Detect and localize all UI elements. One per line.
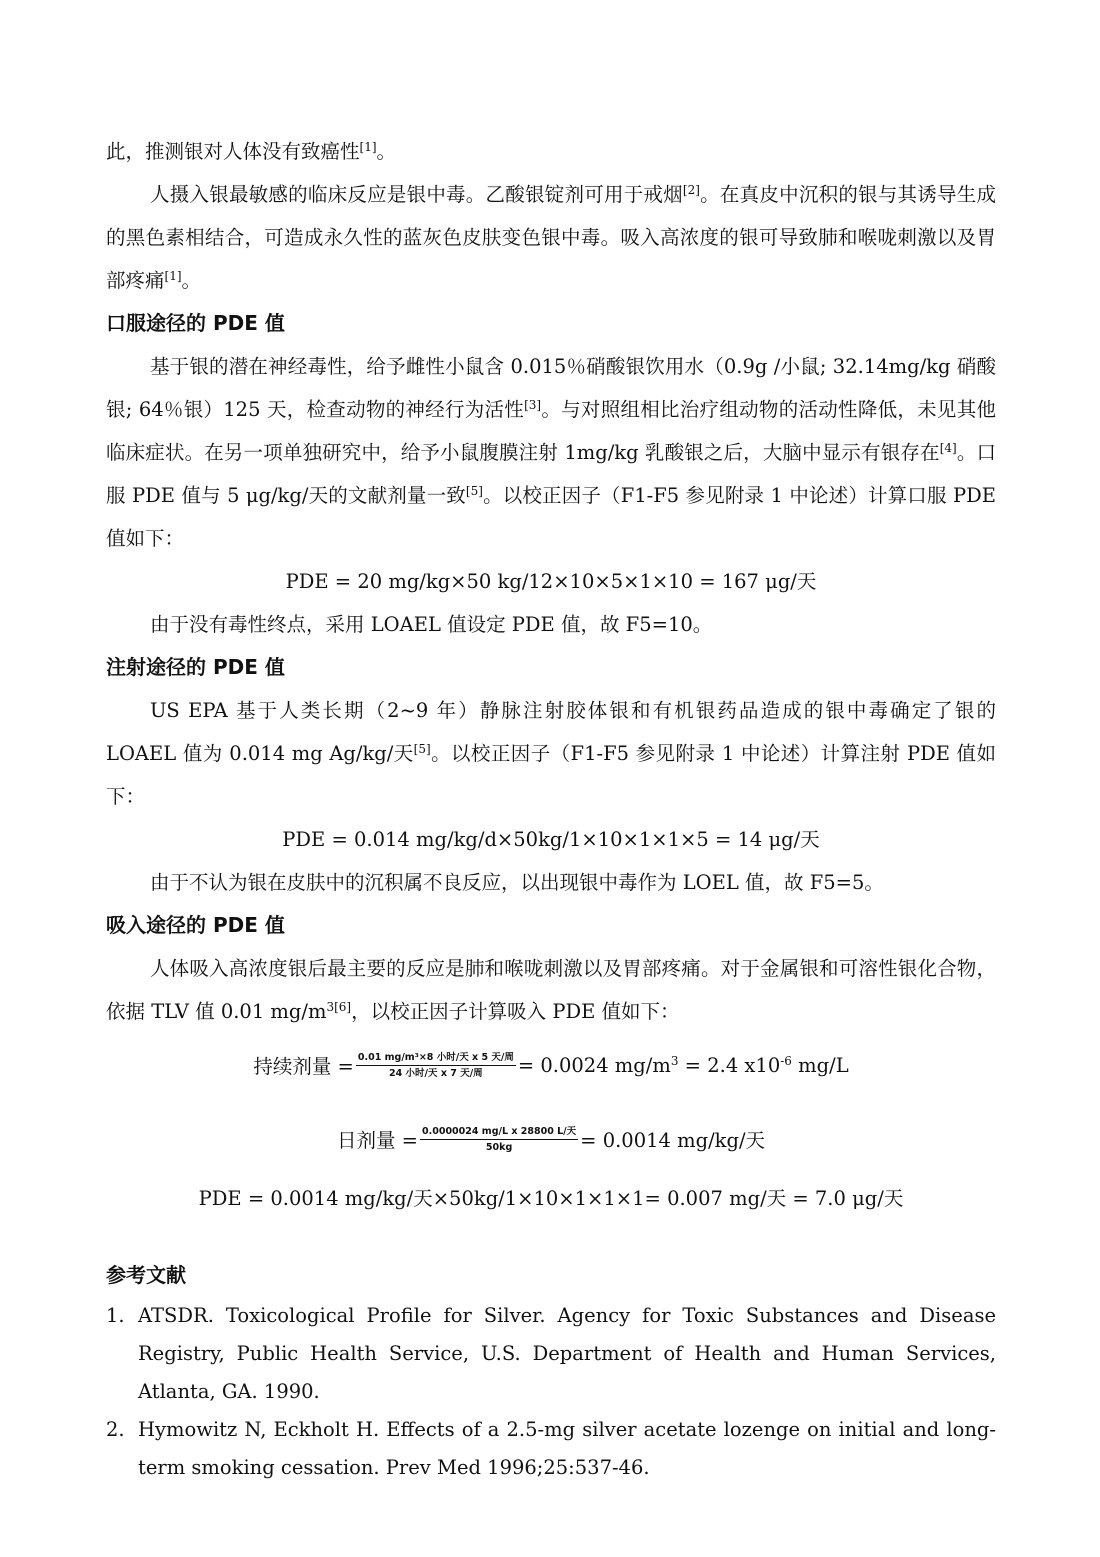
reference-item: 1. ATSDR. Toxicological Profile for Silver. Agency for Toxic Substances and Disease Registry, Public Health Service, U.S. Department of Health and Human Services, Atlanta, GA. 1990. (106, 1304, 996, 1403)
paragraph-oral-f5: 由于没有毒性终点，采用 LOAEL 值设定 PDE 值，故 F5=10。 (150, 613, 713, 636)
citation: [1] (164, 269, 182, 283)
heading-injection-pde: 注射途径的 PDE 值 (106, 655, 285, 679)
equation-result: = 0.0014 mg/kg/天 (580, 1129, 766, 1152)
paragraph-injection-study: US EPA 基于人类长期（2~9 年）静脉注射胶体银和有机银药品造成的银中毒确定了银的 LOAEL 值为 0.014 mg Ag/kg/天[5]。以校正因子（F1-F5 参见附录 1 中论述）计算注射 PDE 值如下： (106, 699, 996, 808)
citation: [5] (465, 484, 483, 498)
fraction-denominator: 24 小时/天 x 7 天/周 (389, 1067, 483, 1079)
citation: [2] (682, 183, 700, 197)
paragraph-carcinogenicity: 此，推测银对人体没有致癌性[1]。 (106, 140, 397, 163)
equation-inhalation-pde: PDE = 0.0014 mg/kg/天×50kg/1×10×1×1×1= 0.007 mg/天 = 7.0 μg/天 (198, 1187, 904, 1210)
equation-label: 日剂量 = (336, 1129, 418, 1152)
equation-daily-dose (106, 1117, 996, 1161)
citation: [4] (939, 441, 957, 455)
document-page (106, 130, 996, 1487)
equation-label: 持续剂量 = (253, 1055, 354, 1078)
fraction-numerator: 0.01 mg/m³×8 小时/天 x 5 天/周 (356, 1050, 516, 1066)
equation-oral-pde: PDE = 20 mg/kg×50 kg/12×10×5×1×10 = 167 μg/天 (285, 570, 817, 593)
fraction-denominator: 50kg (485, 1141, 513, 1153)
heading-inhalation-pde: 吸入途径的 PDE 值 (106, 913, 285, 937)
citation: 3[6] (326, 1000, 352, 1014)
paragraph-clinical-response: 人摄入银最敏感的临床反应是银中毒。乙酸银锭剂可用于戒烟[2]。在真皮中沉积的银与其诱导生成的黑色素相结合，可造成永久性的蓝灰色皮肤变色银中毒。吸入高浓度的银可导致肺和喉咙刺激以及胃部疼痛[1]。 (106, 183, 996, 292)
citation: [3] (524, 398, 542, 412)
fraction (420, 1124, 578, 1155)
heading-oral-pde: 口服途径的 PDE 值 (106, 311, 285, 335)
paragraph-oral-study: 基于银的潜在神经毒性，给予雌性小鼠含 0.015％硝酸银饮用水（0.9g /小鼠; 32.14mg/kg 硝酸银; 64％银）125 天，检查动物的神经行为活性[3]。与对照组相比治疗组动物的活动性降低，未见其他临床症状。在另一项单独研究中，给予小鼠腹膜注射 1mg/kg 乳酸银之后，大脑中显示有银存在[4]。口服 PDE 值与 5 μg/kg/天的文献剂量一致[5]。以校正因子（F1-F5 参见附录 1 中论述）计算口服 PDE 值如下： (106, 355, 996, 550)
equation-injection-pde: PDE = 0.014 mg/kg/d×50kg/1×10×1×1×5 = 14 μg/天 (282, 828, 820, 851)
citation: [5] (413, 742, 431, 756)
references-list (106, 1297, 996, 1487)
fraction-numerator: 0.0000024 mg/L x 28800 L/天 (420, 1124, 578, 1140)
equation-sustained-dose (106, 1043, 996, 1087)
reference-item: 2. Hymowitz N, Eckholt H. Effects of a 2.5-mg silver acetate lozenge on initial and long-term smoking cessation. Prev Med 1996;25:537-46. (106, 1418, 996, 1479)
paragraph-injection-f5: 由于不认为银在皮肤中的沉积属不良反应，以出现银中毒作为 LOEL 值，故 F5=5。 (150, 871, 884, 894)
citation: [1] (359, 140, 377, 154)
equation-result: = 0.0024 $mg/m^3 = 2.4$ $x10^{-6}$ mg/L (517, 1053, 849, 1077)
references-heading: 参考文献 (106, 1263, 186, 1287)
paragraph-inhalation-study: 人体吸入高浓度银后最主要的反应是肺和喉咙刺激以及胃部疼痛。对于金属银和可溶性银化合物，依据 TLV 值 0.01 $mg/m^{3[6]}$，以校正因子计算吸入 PDE 值如下： (106, 957, 996, 1023)
fraction (356, 1050, 516, 1081)
